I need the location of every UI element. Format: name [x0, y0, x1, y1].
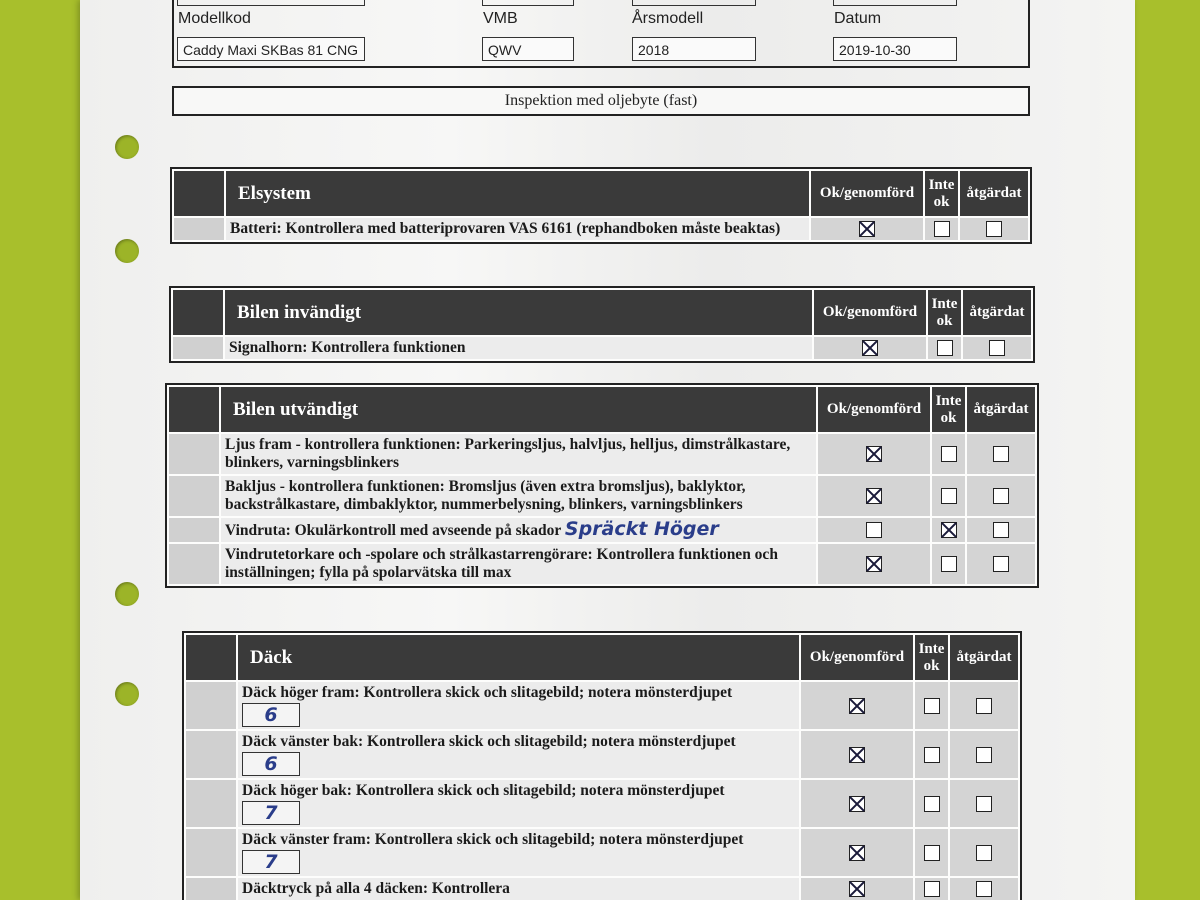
- fixed-column-header: åtgärdat: [963, 290, 1031, 335]
- check-row: [174, 218, 1028, 240]
- inspection-sheet: [80, 0, 1135, 900]
- not-ok-cell: [915, 731, 948, 778]
- not-ok-column-header: [932, 387, 965, 432]
- not-ok-header-line1: Inte: [918, 640, 945, 657]
- fixed-checkbox[interactable]: [989, 340, 1005, 356]
- ok-column-header: Ok/genomförd: [801, 635, 913, 680]
- check-row: [169, 434, 1035, 474]
- section-title: Elsystem: [226, 171, 809, 216]
- not-ok-column-header: [925, 171, 958, 216]
- vmb-field: QWV: [482, 37, 574, 61]
- not-ok-cell: [932, 476, 965, 516]
- check-row: [186, 780, 1018, 827]
- ok-checkbox[interactable]: [862, 340, 878, 356]
- model-code-label: Modellkod: [178, 10, 251, 27]
- ok-column-header: Ok/genomförd: [811, 171, 923, 216]
- check-row: [186, 829, 1018, 876]
- date-label: Datum: [834, 10, 882, 27]
- ok-checkbox[interactable]: [866, 522, 882, 538]
- fixed-cell: [963, 337, 1031, 359]
- cut-off-field: [177, 0, 365, 6]
- row-description: [226, 218, 809, 240]
- row-stub: [186, 829, 236, 876]
- tread-depth-field: 7: [242, 801, 300, 825]
- fixed-column-header: åtgärdat: [950, 635, 1018, 680]
- row-stub: [169, 544, 219, 584]
- fixed-cell: [950, 731, 1018, 778]
- row-stub: [173, 337, 223, 359]
- not-ok-checkbox[interactable]: [937, 340, 953, 356]
- not-ok-checkbox[interactable]: [924, 845, 940, 861]
- vehicle-header: [172, 0, 1030, 68]
- not-ok-cell: [915, 780, 948, 827]
- not-ok-cell: [925, 218, 958, 240]
- check-row: [169, 544, 1035, 584]
- fixed-checkbox[interactable]: [976, 747, 992, 763]
- fixed-checkbox[interactable]: [993, 522, 1009, 538]
- check-item-text: Batteri: Kontrollera med batteriprovaren VAS 6161 (rephandboken måste beaktas): [230, 220, 781, 237]
- check-item-text: Däck vänster fram: Kontrollera skick och slitagebild; notera mönsterdjupet: [242, 831, 744, 848]
- fixed-column-header: åtgärdat: [960, 171, 1028, 216]
- ok-cell: [801, 731, 913, 778]
- ok-column-header: Ok/genomförd: [814, 290, 926, 335]
- fixed-column-header: åtgärdat: [967, 387, 1035, 432]
- not-ok-checkbox[interactable]: [941, 488, 957, 504]
- check-row: [186, 682, 1018, 729]
- row-description: [238, 829, 799, 876]
- check-row: [169, 518, 1035, 542]
- section-title: Däck: [238, 635, 799, 680]
- ok-checkbox[interactable]: [859, 221, 875, 237]
- check-item-text: Däck vänster bak: Kontrollera skick och slitagebild; notera mönsterdjupet: [242, 733, 736, 750]
- not-ok-header-line1: Inte: [935, 392, 962, 409]
- ok-cell: [811, 218, 923, 240]
- check-item-text: Ljus fram - kontrollera funktionen: Parkeringsljus, halvljus, helljus, dimstrålkastare, blinkers, varningsblinkers: [225, 436, 791, 471]
- fixed-checkbox[interactable]: [976, 881, 992, 897]
- fixed-cell: [967, 434, 1035, 474]
- not-ok-checkbox[interactable]: [924, 796, 940, 812]
- ok-cell: [801, 878, 913, 900]
- section-2: [165, 383, 1039, 588]
- date-field: 2019-10-30: [833, 37, 957, 61]
- cut-off-field: [482, 0, 574, 6]
- ok-cell: [818, 544, 930, 584]
- tread-depth-field: 6: [242, 752, 300, 776]
- handwritten-note: Spräckt Höger: [564, 518, 719, 540]
- punch-hole: [115, 582, 139, 606]
- ok-checkbox[interactable]: [849, 796, 865, 812]
- not-ok-checkbox[interactable]: [924, 698, 940, 714]
- row-description: [225, 337, 812, 359]
- not-ok-checkbox[interactable]: [941, 446, 957, 462]
- section-table: [184, 633, 1020, 900]
- fixed-cell: [950, 780, 1018, 827]
- check-item-text: Däck höger fram: Kontrollera skick och slitagebild; notera mönsterdjupet: [242, 684, 733, 701]
- ok-cell: [814, 337, 926, 359]
- check-row: [186, 731, 1018, 778]
- ok-checkbox[interactable]: [849, 747, 865, 763]
- row-stub: [169, 518, 219, 542]
- fixed-checkbox[interactable]: [993, 556, 1009, 572]
- row-description: [238, 878, 799, 900]
- row-stub: [169, 476, 219, 516]
- fixed-cell: [967, 476, 1035, 516]
- not-ok-cell: [915, 829, 948, 876]
- ok-checkbox[interactable]: [866, 446, 882, 462]
- fixed-checkbox[interactable]: [993, 446, 1009, 462]
- fixed-checkbox[interactable]: [976, 796, 992, 812]
- section-stub: [174, 171, 224, 216]
- fixed-checkbox[interactable]: [976, 698, 992, 714]
- not-ok-header-line1: Inte: [928, 176, 955, 193]
- not-ok-header-line2: ok: [933, 193, 950, 210]
- model-code-field: Caddy Maxi SKBas 81 CNG: [177, 37, 365, 61]
- row-stub: [169, 434, 219, 474]
- check-item-text: Däck höger bak: Kontrollera skick och slitagebild; notera mönsterdjupet: [242, 782, 725, 799]
- section-table: [172, 169, 1030, 242]
- ok-checkbox[interactable]: [849, 698, 865, 714]
- section-3: [182, 631, 1022, 900]
- not-ok-checkbox[interactable]: [941, 522, 957, 538]
- ok-checkbox[interactable]: [849, 845, 865, 861]
- vmb-label: VMB: [483, 10, 518, 27]
- fixed-cell: [967, 544, 1035, 584]
- punch-hole: [115, 682, 139, 706]
- cut-off-field: [833, 0, 957, 6]
- ok-checkbox[interactable]: [866, 556, 882, 572]
- fixed-cell: [967, 518, 1035, 542]
- ok-checkbox[interactable]: [866, 488, 882, 504]
- not-ok-header-line2: ok: [940, 409, 957, 426]
- row-description: [221, 476, 816, 516]
- not-ok-cell: [932, 518, 965, 542]
- check-item-text: Bakljus - kontrollera funktionen: Bromsljus (även extra bromsljus), baklyktor, backstrålkastare, dimbaklyktor, nummerbelysning, blinkers, varningsblinkers: [225, 478, 746, 513]
- fixed-checkbox[interactable]: [993, 488, 1009, 504]
- fixed-cell: [950, 878, 1018, 900]
- check-item-text: Vindrutetorkare och -spolare och strålkastarrengörare: Kontrollera funktionen och inställningen; fylla på spolarvätska till max: [225, 546, 778, 581]
- not-ok-checkbox[interactable]: [924, 881, 940, 897]
- ok-column-header: Ok/genomförd: [818, 387, 930, 432]
- ok-cell: [818, 476, 930, 516]
- row-description: [238, 780, 799, 827]
- ok-cell: [818, 518, 930, 542]
- not-ok-header-line2: ok: [923, 657, 940, 674]
- section-1: [169, 286, 1035, 363]
- ok-cell: [801, 780, 913, 827]
- not-ok-checkbox[interactable]: [941, 556, 957, 572]
- check-item-text: Däcktryck på alla 4 däcken: Kontrollera: [242, 880, 510, 897]
- punch-hole: [115, 239, 139, 263]
- ok-cell: [818, 434, 930, 474]
- service-title: Inspektion med oljebyte (fast): [172, 86, 1030, 116]
- section-stub: [186, 635, 236, 680]
- not-ok-header-line2: ok: [936, 312, 953, 329]
- fixed-cell: [960, 218, 1028, 240]
- section-stub: [169, 387, 219, 432]
- section-stub: [173, 290, 223, 335]
- check-row: [169, 476, 1035, 516]
- model-year-label: Årsmodell: [632, 10, 704, 27]
- row-stub: [174, 218, 224, 240]
- check-row: [186, 878, 1018, 900]
- section-table: [171, 288, 1033, 361]
- row-stub: [186, 780, 236, 827]
- not-ok-checkbox[interactable]: [934, 221, 950, 237]
- fixed-cell: [950, 829, 1018, 876]
- check-row: [173, 337, 1031, 359]
- ok-cell: [801, 829, 913, 876]
- punch-hole: [115, 135, 139, 159]
- row-description: [221, 434, 816, 474]
- not-ok-column-header: [915, 635, 948, 680]
- not-ok-header-line1: Inte: [931, 295, 958, 312]
- section-table: [167, 385, 1037, 586]
- row-description: [238, 731, 799, 778]
- not-ok-cell: [932, 434, 965, 474]
- row-description: [221, 518, 816, 542]
- section-0: [170, 167, 1032, 244]
- section-title: Bilen utvändigt: [221, 387, 816, 432]
- not-ok-cell: [915, 682, 948, 729]
- row-description: [221, 544, 816, 584]
- row-stub: [186, 731, 236, 778]
- fixed-checkbox[interactable]: [976, 845, 992, 861]
- row-description: [238, 682, 799, 729]
- not-ok-cell: [915, 878, 948, 900]
- not-ok-cell: [932, 544, 965, 584]
- check-item-text: Vindruta: Okulärkontroll med avseende på skador: [225, 522, 562, 539]
- tread-depth-field: 7: [242, 850, 300, 874]
- tread-depth-field: 6: [242, 703, 300, 727]
- not-ok-column-header: [928, 290, 961, 335]
- row-stub: [186, 878, 236, 900]
- fixed-checkbox[interactable]: [986, 221, 1002, 237]
- ok-checkbox[interactable]: [849, 881, 865, 897]
- section-title: Bilen invändigt: [225, 290, 812, 335]
- fixed-cell: [950, 682, 1018, 729]
- check-item-text: Signalhorn: Kontrollera funktionen: [229, 339, 466, 356]
- not-ok-cell: [928, 337, 961, 359]
- not-ok-checkbox[interactable]: [924, 747, 940, 763]
- cut-off-field: [632, 0, 756, 6]
- ok-cell: [801, 682, 913, 729]
- row-stub: [186, 682, 236, 729]
- model-year-field: 2018: [632, 37, 756, 61]
